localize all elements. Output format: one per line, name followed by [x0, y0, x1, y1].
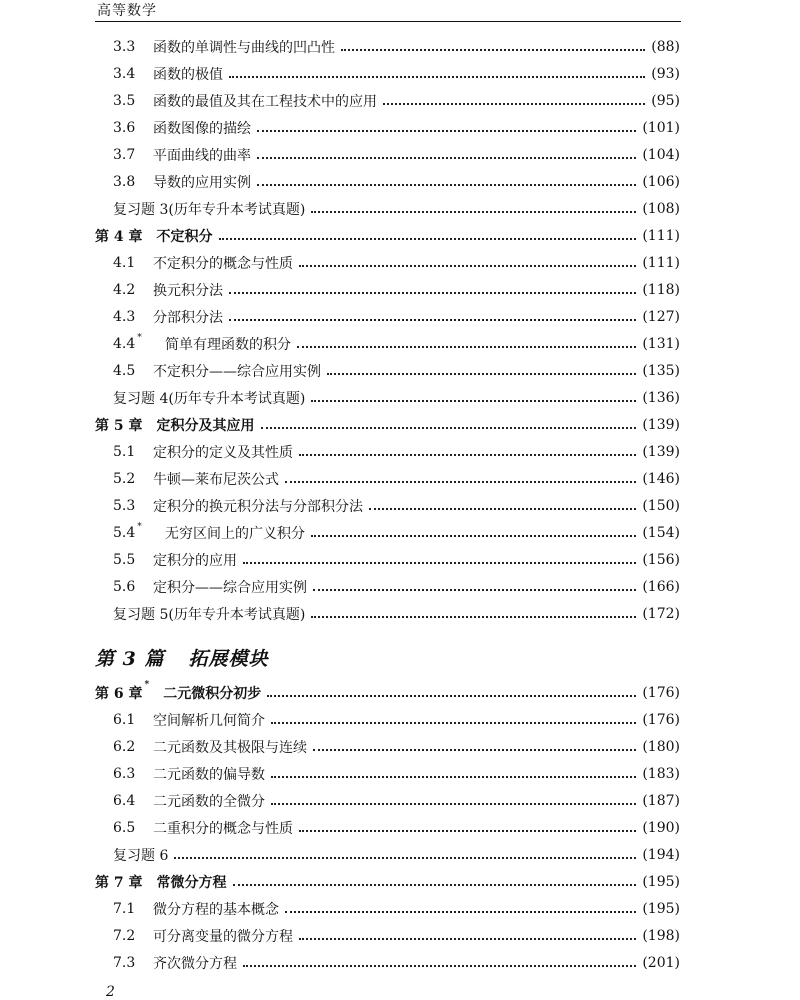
dot-leader — [243, 965, 636, 967]
dot-leader — [311, 211, 636, 213]
toc-section-entry — [113, 763, 680, 785]
entry-page-number: (108) — [642, 201, 680, 217]
toc-chapter-entry — [95, 871, 680, 893]
toc-section-entry — [113, 468, 680, 490]
dot-leader — [229, 319, 636, 321]
toc-section-entry — [113, 817, 680, 839]
entry-page-number: (176) — [642, 685, 680, 701]
part-title: 拓展模块 — [188, 648, 269, 670]
entry-page-number: (106) — [642, 174, 680, 190]
header-rule — [95, 21, 681, 22]
entry-title: 微分方程的基本概念 — [153, 902, 279, 918]
entry-page-number: (111) — [642, 255, 680, 271]
toc-section-entry — [113, 36, 680, 58]
entry-title: 定积分及其应用 — [156, 418, 255, 434]
toc-review-entry — [113, 603, 680, 625]
dot-leader — [327, 373, 636, 375]
entry-number: 第 4 章 — [95, 229, 143, 245]
entry-title: 简单有理函数的积分 — [165, 337, 291, 353]
entry-number: 5.3 — [113, 498, 136, 514]
dot-leader — [257, 184, 636, 186]
entry-number: 第 6 章* — [95, 680, 150, 702]
toc-section-entry — [113, 171, 680, 193]
entry-page-number: (139) — [642, 444, 680, 460]
entry-number: 6.4 — [113, 793, 136, 809]
entry-title: 复习题 4(历年专升本考试真题) — [113, 391, 306, 407]
toc-section-entry — [113, 790, 680, 812]
dot-leader — [383, 103, 645, 105]
entry-title: 分部积分法 — [153, 310, 223, 326]
dot-leader — [174, 857, 636, 859]
entry-title: 导数的应用实例 — [153, 175, 251, 191]
entry-title: 函数的单调性与曲线的凹凸性 — [153, 40, 335, 56]
entry-page-number: (93) — [651, 66, 680, 82]
dot-leader — [341, 49, 645, 51]
entry-title: 不定积分——综合应用实例 — [153, 364, 321, 380]
dot-leader — [261, 427, 637, 429]
entry-title: 平面曲线的曲率 — [153, 148, 251, 164]
entry-title: 定积分的换元积分法与分部积分法 — [153, 499, 363, 515]
dot-leader — [271, 776, 636, 778]
toc-section-entry — [113, 441, 680, 463]
entry-number: 3.5 — [113, 93, 136, 109]
toc-section-entry — [113, 117, 680, 139]
entry-title: 空间解析几何简介 — [153, 713, 265, 729]
entry-title: 函数的最值及其在工程技术中的应用 — [153, 94, 377, 110]
entry-title: 定积分的定义及其性质 — [153, 445, 293, 461]
entry-title: 二重积分的概念与性质 — [153, 821, 293, 837]
dot-leader — [311, 535, 636, 537]
dot-leader — [299, 938, 636, 940]
entry-title: 定积分——综合应用实例 — [153, 580, 307, 596]
dot-leader — [271, 803, 636, 805]
toc-chapter-entry — [95, 682, 680, 704]
dot-leader — [243, 562, 636, 564]
dot-leader — [313, 589, 636, 591]
entry-page-number: (176) — [642, 712, 680, 728]
entry-title: 复习题 5(历年专升本考试真题) — [113, 607, 306, 623]
entry-number: 3.8 — [113, 174, 136, 190]
entry-number: 3.3 — [113, 39, 136, 55]
entry-page-number: (150) — [642, 498, 680, 514]
entry-number: 第 7 章 — [95, 875, 143, 891]
dot-leader — [257, 130, 636, 132]
dot-leader — [233, 884, 637, 886]
toc-chapter-entry — [95, 414, 680, 436]
toc-section-entry — [113, 90, 680, 112]
entry-page-number: (180) — [642, 739, 680, 755]
toc-section-entry — [113, 736, 680, 758]
entry-number: 6.2 — [113, 739, 136, 755]
entry-title: 二元函数的偏导数 — [153, 767, 265, 783]
entry-title: 复习题 3(历年专升本考试真题) — [113, 202, 306, 218]
entry-number: 5.5 — [113, 552, 136, 568]
entry-number: 5.4 * — [113, 522, 142, 541]
entry-number: 4.2 — [113, 282, 136, 298]
entry-title: 常微分方程 — [156, 875, 227, 891]
entry-title: 二元函数的全微分 — [153, 794, 265, 810]
entry-number: 4.4 * — [113, 333, 142, 352]
entry-page-number: (190) — [642, 820, 680, 836]
entry-page-number: (194) — [642, 847, 680, 863]
toc-review-entry — [113, 198, 680, 220]
entry-page-number: (156) — [642, 552, 680, 568]
entry-page-number: (127) — [642, 309, 680, 325]
entry-number: 5.1 — [113, 444, 136, 460]
entry-title: 函数图像的描绘 — [153, 121, 251, 137]
dot-leader — [271, 722, 636, 724]
entry-page-number: (183) — [642, 766, 680, 782]
entry-title: 不定积分的概念与性质 — [153, 256, 293, 272]
toc-section-entry — [113, 898, 680, 920]
entry-number: 4.5 — [113, 363, 136, 379]
entry-page-number: (154) — [642, 525, 680, 541]
entry-number: 4.3 — [113, 309, 136, 325]
toc-section-entry — [113, 522, 680, 544]
entry-number: 5.2 — [113, 471, 136, 487]
toc-section-entry — [113, 709, 680, 731]
entry-number: 4.1 — [113, 255, 136, 271]
entry-page-number: (95) — [651, 93, 680, 109]
entry-page-number: (172) — [642, 606, 680, 622]
dot-leader — [299, 454, 636, 456]
toc-section-entry — [113, 306, 680, 328]
entry-number: 7.3 — [113, 955, 136, 971]
dot-leader — [285, 911, 636, 913]
toc-chapter-entry — [95, 225, 680, 247]
dot-leader — [299, 265, 636, 267]
dot-leader — [229, 292, 636, 294]
dot-leader — [311, 400, 636, 402]
dot-leader — [369, 508, 636, 510]
entry-page-number: (135) — [642, 363, 680, 379]
entry-page-number: (166) — [642, 579, 680, 595]
entry-page-number: (136) — [642, 390, 680, 406]
entry-page-number: (104) — [642, 147, 680, 163]
entry-number: 第 5 章 — [95, 418, 143, 434]
entry-number: 6.1 — [113, 712, 136, 728]
toc-review-entry — [113, 844, 680, 866]
part-label: 第 3 篇 — [95, 648, 165, 670]
toc-section-entry — [113, 360, 680, 382]
entry-title: 无穷区间上的广义积分 — [165, 526, 305, 542]
entry-page-number: (198) — [642, 928, 680, 944]
entry-title: 牛顿—莱布尼茨公式 — [153, 472, 279, 488]
page-number: 2 — [106, 984, 115, 1000]
dot-leader — [219, 238, 637, 240]
toc-section-entry — [113, 279, 680, 301]
entry-page-number: (195) — [642, 874, 680, 890]
entry-title: 齐次微分方程 — [153, 956, 237, 972]
dot-leader — [257, 157, 636, 159]
dot-leader — [285, 481, 636, 483]
entry-title: 可分离变量的微分方程 — [153, 929, 293, 945]
entry-page-number: (131) — [642, 336, 680, 352]
entry-number: 5.6 — [113, 579, 136, 595]
entry-title: 二元函数及其极限与连续 — [153, 740, 307, 756]
entry-title: 不定积分 — [156, 229, 213, 245]
toc-section-entry — [113, 952, 680, 974]
entry-page-number: (88) — [651, 39, 680, 55]
entry-number: 7.2 — [113, 928, 136, 944]
toc-section-entry — [113, 925, 680, 947]
toc-section-entry — [113, 576, 680, 598]
entry-number: 3.4 — [113, 66, 136, 82]
entry-number: 3.6 — [113, 120, 136, 136]
dot-leader — [267, 695, 636, 697]
dot-leader — [297, 346, 636, 348]
dot-leader — [313, 749, 636, 751]
entry-number: 7.1 — [113, 901, 136, 917]
entry-title: 复习题 6 — [113, 848, 169, 864]
entry-page-number: (139) — [642, 417, 680, 433]
toc-section-entry — [113, 252, 680, 274]
entry-page-number: (118) — [642, 282, 680, 298]
toc-section-entry — [113, 63, 680, 85]
toc-review-entry — [113, 387, 680, 409]
entry-title: 定积分的应用 — [153, 553, 237, 569]
toc-section-entry — [113, 495, 680, 517]
entry-page-number: (201) — [642, 955, 680, 971]
entry-title: 函数的极值 — [153, 67, 223, 83]
entry-page-number: (187) — [642, 793, 680, 809]
dot-leader — [299, 830, 636, 832]
toc-section-entry — [113, 549, 680, 571]
entry-page-number: (146) — [642, 471, 680, 487]
part-heading — [95, 644, 268, 671]
entry-number: 6.3 — [113, 766, 136, 782]
entry-page-number: (195) — [642, 901, 680, 917]
dot-leader — [311, 616, 636, 618]
entry-page-number: (111) — [642, 228, 680, 244]
entry-page-number: (101) — [642, 120, 680, 136]
dot-leader — [229, 76, 645, 78]
toc-section-entry — [113, 144, 680, 166]
running-head: 高等数学 — [97, 3, 157, 19]
entry-number: 6.5 — [113, 820, 136, 836]
toc-section-entry — [113, 333, 680, 355]
entry-number: 3.7 — [113, 147, 136, 163]
entry-title: 换元积分法 — [153, 283, 223, 299]
entry-title: 二元微积分初步 — [163, 686, 262, 702]
